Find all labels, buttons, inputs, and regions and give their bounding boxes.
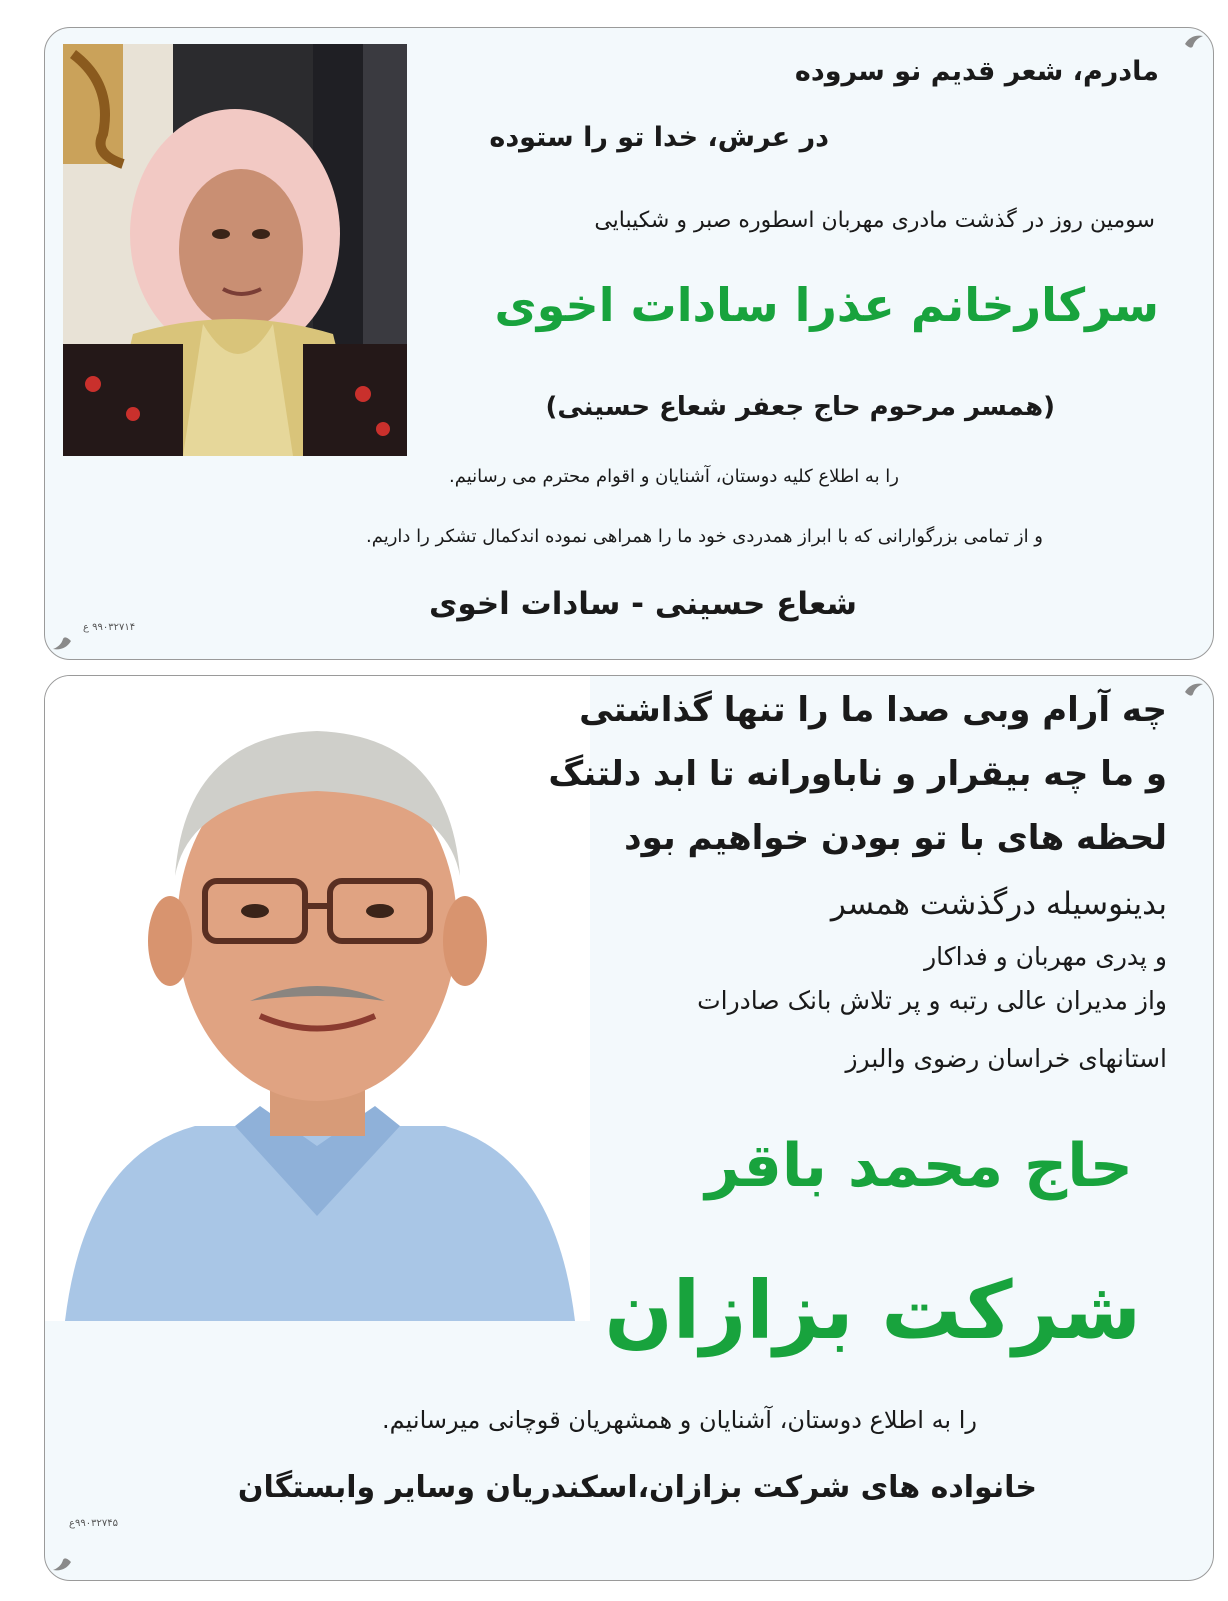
intro-line-3: واز مدیران عالی رتبه و پر تلاش بانک صادرات [697,986,1167,1015]
portrait-photo-woman [63,44,407,456]
announcement-text: را به اطلاع دوستان، آشنایان و همشهریان قوچانی میرسانیم. [382,1406,977,1434]
reference-code: ۹۹۰۳۲۷۱۴ ع [83,622,136,633]
obituary-notice-1 [44,27,1214,660]
reference-code: ۹۹۰۳۲۷۴۵ع [69,1518,118,1529]
announcement-text: را به اطلاع کلیه دوستان، آشنایان و اقوام محترم می رسانیم. [449,466,899,487]
relation-text: (همسر مرحوم حاج جعفر شعاع حسینی) [545,392,1055,422]
ornament-icon [49,1550,75,1576]
deceased-name: سرکارخانم عذرا سادات اخوی [494,278,1159,332]
ornament-icon [1181,30,1207,56]
intro-line-4: استانهای خراسان رضوی والبرز [845,1044,1167,1073]
thanks-text: و از تمامی بزرگوارانی که با ابراز همدردی خود ما را همراهی نموده اندکمال تشکر را داریم. [366,526,1043,547]
intro-text: سومین روز در گذشت مادری مهربان اسطوره صبر و شکیبایی [594,208,1155,233]
poem-line-1: چه آرام وبی صدا ما را تنها گذاشتی [579,690,1167,730]
obituary-notice-2 [44,675,1214,1581]
family-signature: شعاع حسینی - سادات اخوی [428,586,857,622]
ornament-icon [1181,678,1207,704]
intro-line-1: بدینوسیله درگذشت همسر [830,886,1167,922]
poem-line-2: در عرش، خدا تو را ستوده [489,122,829,153]
ornament-icon [49,629,75,655]
deceased-name: حاج محمد باقر [705,1131,1133,1201]
poem-line-2: و ما چه بیقرار و ناباورانه تا ابد دلتنگ [548,754,1167,794]
poem-line-1: مادرم، شعر قدیم نو سروده [794,56,1159,87]
intro-line-2: و پدری مهربان و فداکار [924,942,1167,971]
poem-line-3: لحظه های با تو بودن خواهیم بود [624,818,1167,858]
company-name: شرکت بزازان [604,1264,1141,1357]
portrait-photo-man [45,676,590,1321]
family-signature: خانواده های شرکت بزازان،اسکندریان وسایر وابستگان [237,1470,1037,1505]
